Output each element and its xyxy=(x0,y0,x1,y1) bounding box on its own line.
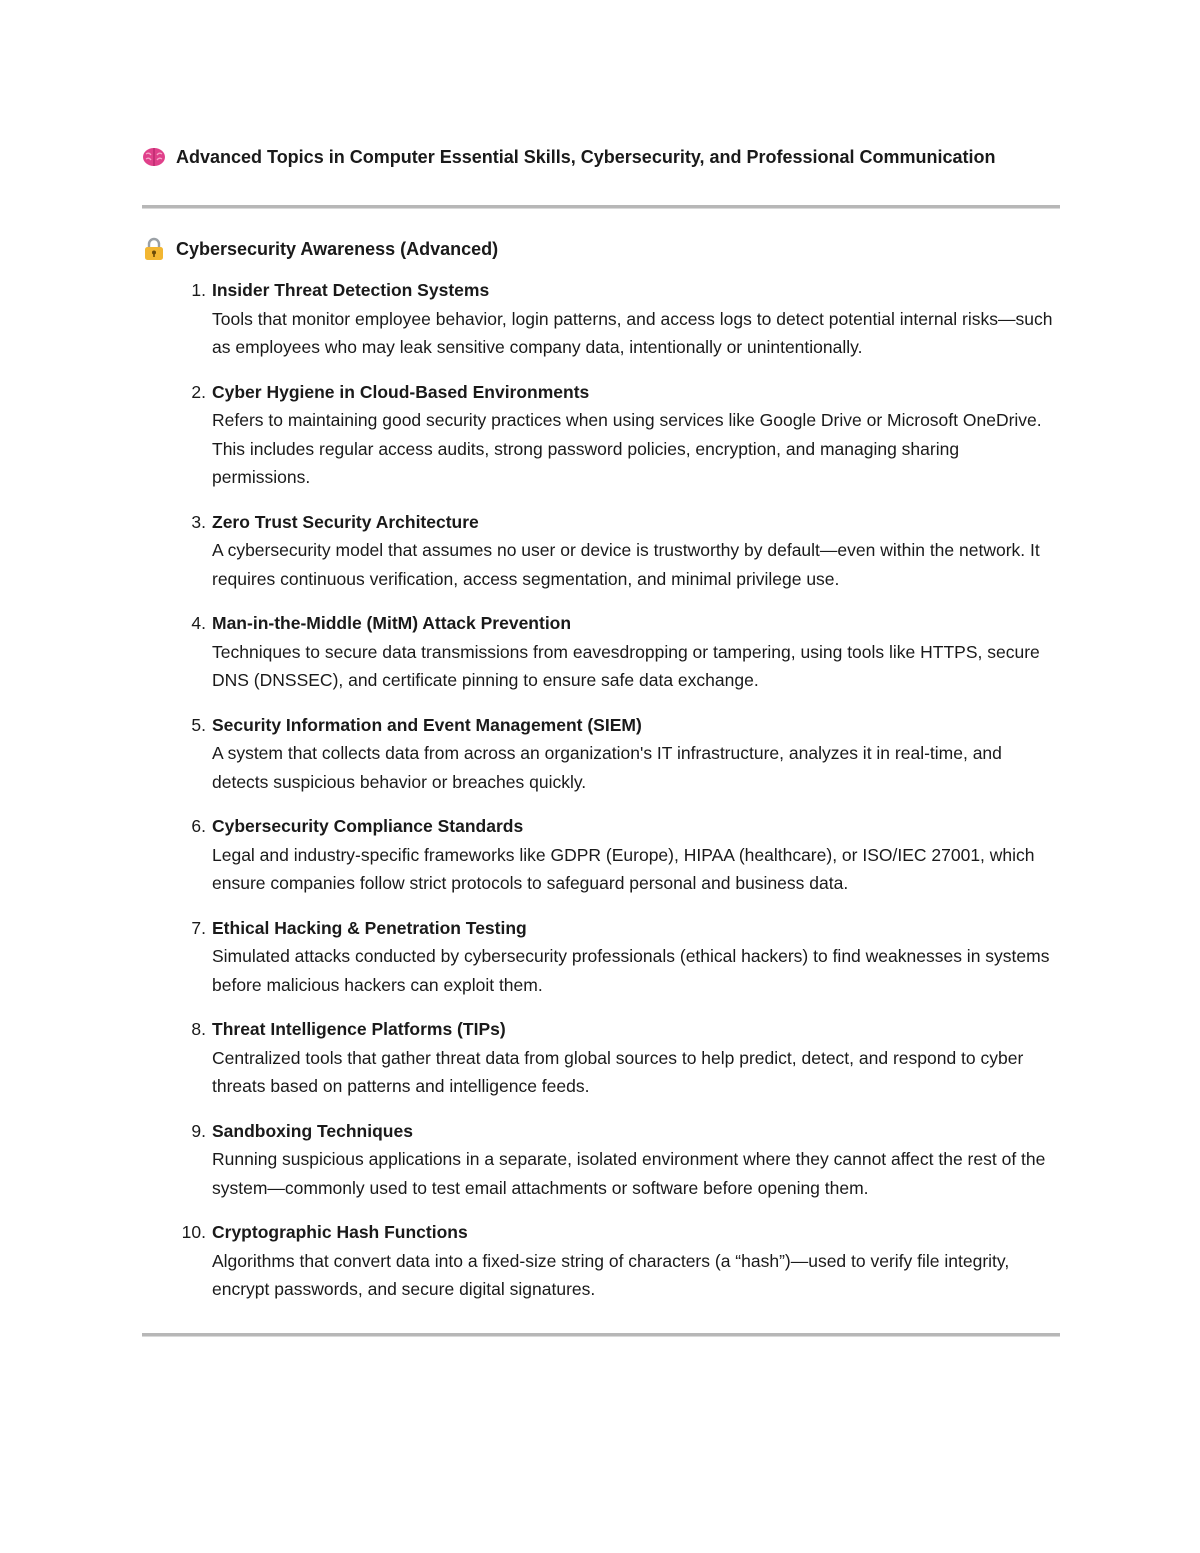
list-item xyxy=(142,508,1060,594)
lock-icon xyxy=(142,237,166,261)
list-item xyxy=(142,914,1060,1000)
brain-icon xyxy=(142,145,166,169)
list-item xyxy=(142,812,1060,898)
horizontal-rule-bottom xyxy=(142,1333,1060,1337)
list-item-description: Techniques to secure data transmissions from eavesdropping or tampering, using tools like HTTPS, secure DNS (DNSSEC), and certificate pinning to ensure safe data exchange. xyxy=(212,641,1040,690)
list-item-description: Algorithms that convert data into a fixed-size string of characters (a “hash”)—used to verify file integrity, encrypt passwords, and secure digital signatures. xyxy=(212,1250,1010,1299)
list-item-number: 4. xyxy=(191,613,206,633)
list-item-term: Zero Trust Security Architecture xyxy=(212,511,479,532)
list-item-description: Tools that monitor employee behavior, login patterns, and access logs to detect potential internal risks—such as employees who may leak sensitive company data, intentionally or unintentionally. xyxy=(212,308,1053,357)
document-page xyxy=(142,140,1060,1337)
list-item-description: Refers to maintaining good security practices when using services like Google Drive or Microsoft OneDrive. This includes regular access audits, strong password policies, encryption, and managing sharing permissions. xyxy=(212,410,1042,487)
list-item-description: Running suspicious applications in a separate, isolated environment where they cannot affect the rest of the system—commonly used to test email attachments or software before opening them. xyxy=(212,1149,1046,1198)
list-item-term: Cryptographic Hash Functions xyxy=(212,1222,468,1242)
list-item-term: Cybersecurity Compliance Standards xyxy=(212,816,524,836)
document-title-text: Advanced Topics in Computer Essential Skills, Cybersecurity, and Professional Communication xyxy=(176,147,996,167)
list-item-description: Legal and industry-specific frameworks like GDPR (Europe), HIPAA (healthcare), or ISO/IEC 27001, which ensure companies follow strict protocols to safeguard personal and business data. xyxy=(212,844,1035,893)
section-heading xyxy=(142,234,1060,264)
list-item-description: Centralized tools that gather threat data from global sources to help predict, detect, and respond to cyber threats based on patterns and intelligence feeds. xyxy=(212,1047,1024,1096)
list-item-description: A cybersecurity model that assumes no user or device is trustworthy by default—even within the network. It requires continuous verification, access segmentation, and minimal privilege use. xyxy=(212,540,1040,589)
list-item-term: Threat Intelligence Platforms (TIPs) xyxy=(212,1019,506,1039)
list-item xyxy=(142,1117,1060,1203)
list-item-number: 10. xyxy=(181,1222,206,1242)
list-item-term: Security Information and Event Management (SIEM) xyxy=(212,714,642,735)
list-item xyxy=(142,378,1060,492)
list-item-number: 2. xyxy=(191,381,206,402)
list-item-term: Ethical Hacking & Penetration Testing xyxy=(212,917,527,938)
list-item-number: 9. xyxy=(191,1120,206,1141)
list-item-number: 6. xyxy=(191,816,206,836)
list-item-term: Insider Threat Detection Systems xyxy=(212,280,490,300)
list-item xyxy=(142,1015,1060,1101)
list-item-description: Simulated attacks conducted by cybersecurity professionals (ethical hackers) to find weaknesses in systems before malicious hackers can exploit them. xyxy=(212,946,1050,995)
list-item xyxy=(142,276,1060,362)
list-item-term: Sandboxing Techniques xyxy=(212,1120,413,1141)
list-item-number: 8. xyxy=(191,1019,206,1039)
document-title xyxy=(142,140,1060,174)
list-item-number: 7. xyxy=(191,917,206,938)
list-item xyxy=(142,609,1060,695)
list-item-number: 5. xyxy=(191,714,206,735)
horizontal-rule-top xyxy=(142,205,1060,209)
section-heading-text: Cybersecurity Awareness (Advanced) xyxy=(176,239,499,259)
list-item-description: A system that collects data from across an organization's IT infrastructure, analyzes it in real-time, and detects suspicious behavior or breaches quickly. xyxy=(212,743,1002,792)
list-item xyxy=(142,711,1060,797)
topic-list xyxy=(142,276,1060,1304)
list-item-number: 3. xyxy=(191,511,206,532)
list-item-term: Cyber Hygiene in Cloud-Based Environments xyxy=(212,381,590,402)
list-item-number: 1. xyxy=(191,280,206,300)
list-item xyxy=(142,1218,1060,1304)
list-item-term: Man-in-the-Middle (MitM) Attack Prevention xyxy=(212,613,572,633)
